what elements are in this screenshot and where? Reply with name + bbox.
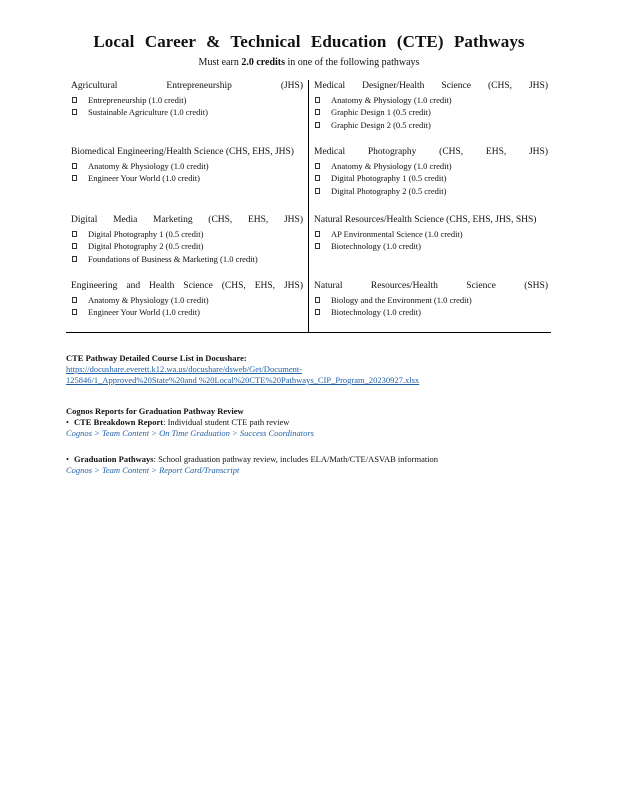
course-list (71, 94, 303, 119)
course-item: Graphic Design 1 (0.5 credit) (314, 106, 548, 119)
checkbox-icon (315, 163, 320, 169)
cognos-report-item (66, 417, 566, 428)
subtitle-pre: Must earn (198, 57, 242, 68)
course-list (71, 294, 303, 319)
course-item: Engineer Your World (1.0 credit) (71, 306, 303, 319)
pathway-name: Natural Resources/Health Science (CHS, EHS, JHS, SHS) (314, 215, 537, 225)
checkbox-icon (72, 109, 77, 115)
course-item: Anatomy & Physiology (1.0 credit) (314, 94, 548, 107)
checkbox-icon (72, 175, 77, 181)
report-path: Cognos > Team Content > On Time Graduation > Success Coordinators (66, 428, 314, 438)
report-name: CTE Breakdown Report (74, 417, 164, 427)
subtitle-post: in one of the following pathways (285, 57, 420, 68)
checkbox-icon (315, 188, 320, 194)
cognos-heading: Cognos Reports for Graduation Pathway Review (66, 406, 244, 416)
checkbox-icon (315, 309, 320, 315)
checkbox-icon (72, 97, 77, 103)
course-list (314, 94, 548, 132)
course-list (71, 160, 303, 185)
course-item: Anatomy & Physiology (1.0 credit) (71, 294, 303, 307)
checkbox-icon (72, 309, 77, 315)
spacer (66, 439, 566, 454)
page-title: Local Career & Technical Education (CTE) Pathways (93, 32, 525, 51)
checkbox-icon (72, 297, 77, 303)
pathways-grid (66, 76, 551, 333)
cognos-section (66, 406, 566, 476)
pathway-name: Medical Photography (CHS, EHS, JHS) (314, 147, 548, 157)
pathway-agricultural-entrepreneurship (71, 80, 303, 119)
pathway-name: Biomedical Engineering/Health Science (CHS, EHS, JHS) (71, 147, 294, 157)
pathway-name: Agricultural Entrepreneurship (JHS) (71, 81, 303, 91)
course-item: Digital Photography 1 (0.5 credit) (314, 172, 548, 185)
docushare-link-line[interactable]: 125846/1_Approved%20State%20and %20Local%20CTE%20Pathways_CIP_Program_20230927.xlsx (66, 375, 420, 385)
checkbox-icon (72, 256, 77, 262)
checkbox-icon (315, 243, 320, 249)
pathway-engineering-health (71, 280, 303, 319)
docushare-heading: CTE Pathway Detailed Course List in Docushare: (66, 353, 247, 363)
checkbox-icon (315, 175, 320, 181)
checkbox-icon (315, 97, 320, 103)
pathway-medical-designer (314, 80, 548, 131)
course-item: Biology and the Environment (1.0 credit) (314, 294, 548, 307)
course-item: Digital Photography 1 (0.5 credit) (71, 228, 303, 241)
pathway-medical-photography (314, 146, 548, 197)
report-name: Graduation Pathways (74, 454, 154, 464)
checkbox-icon (72, 163, 77, 169)
checkbox-icon (315, 297, 320, 303)
report-desc: : Individual student CTE path review (163, 417, 290, 427)
course-item: Anatomy & Physiology (1.0 credit) (71, 160, 303, 173)
checkbox-icon (72, 231, 77, 237)
checkbox-icon (315, 231, 320, 237)
checkbox-icon (315, 109, 320, 115)
report-desc: : School graduation pathway review, includes ELA/Math/CTE/ASVAB information (153, 454, 439, 464)
bullet-icon: • (66, 454, 69, 464)
course-item: Graphic Design 2 (0.5 credit) (314, 119, 548, 132)
course-item: Biotechnology (1.0 credit) (314, 306, 548, 319)
checkbox-icon (315, 122, 320, 128)
column-divider (308, 80, 309, 332)
course-list (314, 228, 548, 253)
pathway-biomedical-engineering (71, 146, 303, 185)
course-item: Sustainable Agriculture (1.0 credit) (71, 106, 303, 119)
pathway-name: Natural Resources/Health Science (SHS) (314, 281, 548, 291)
docushare-section (66, 353, 566, 386)
pathway-name: Medical Designer/Health Science (CHS, JHS) (314, 81, 548, 91)
course-item: Digital Photography 2 (0.5 credit) (314, 185, 548, 198)
pathway-name: Engineering and Health Science (CHS, EHS, JHS) (71, 281, 303, 291)
course-item: Digital Photography 2 (0.5 credit) (71, 240, 303, 253)
course-list (71, 228, 303, 266)
pathway-digital-media-marketing (71, 214, 303, 265)
course-list (314, 294, 548, 319)
course-item: Anatomy & Physiology (1.0 credit) (314, 160, 548, 173)
course-list (314, 160, 548, 198)
course-item: Foundations of Business & Marketing (1.0 credit) (71, 253, 303, 266)
docushare-link[interactable] (66, 364, 566, 386)
subtitle-credits: 2.0 credits (241, 57, 286, 68)
cognos-report-item (66, 454, 566, 465)
report-path: Cognos > Team Content > Report Card/Transcript (66, 465, 240, 475)
course-item: Biotechnology (1.0 credit) (314, 240, 548, 253)
course-item: Engineer Your World (1.0 credit) (71, 172, 303, 185)
docushare-link-line[interactable]: https://docushare.everett.k12.wa.us/docushare/dsweb/Get/Document- (66, 364, 303, 374)
pathway-name: Digital Media Marketing (CHS, EHS, JHS) (71, 215, 303, 225)
course-item: Entrepreneurship (1.0 credit) (71, 94, 303, 107)
pathway-natural-resources-2 (314, 280, 548, 319)
page-subtitle (0, 57, 618, 68)
bullet-icon: • (66, 417, 69, 427)
pathway-natural-resources-1 (314, 214, 548, 253)
course-item: AP Environmental Science (1.0 credit) (314, 228, 548, 241)
checkbox-icon (72, 243, 77, 249)
